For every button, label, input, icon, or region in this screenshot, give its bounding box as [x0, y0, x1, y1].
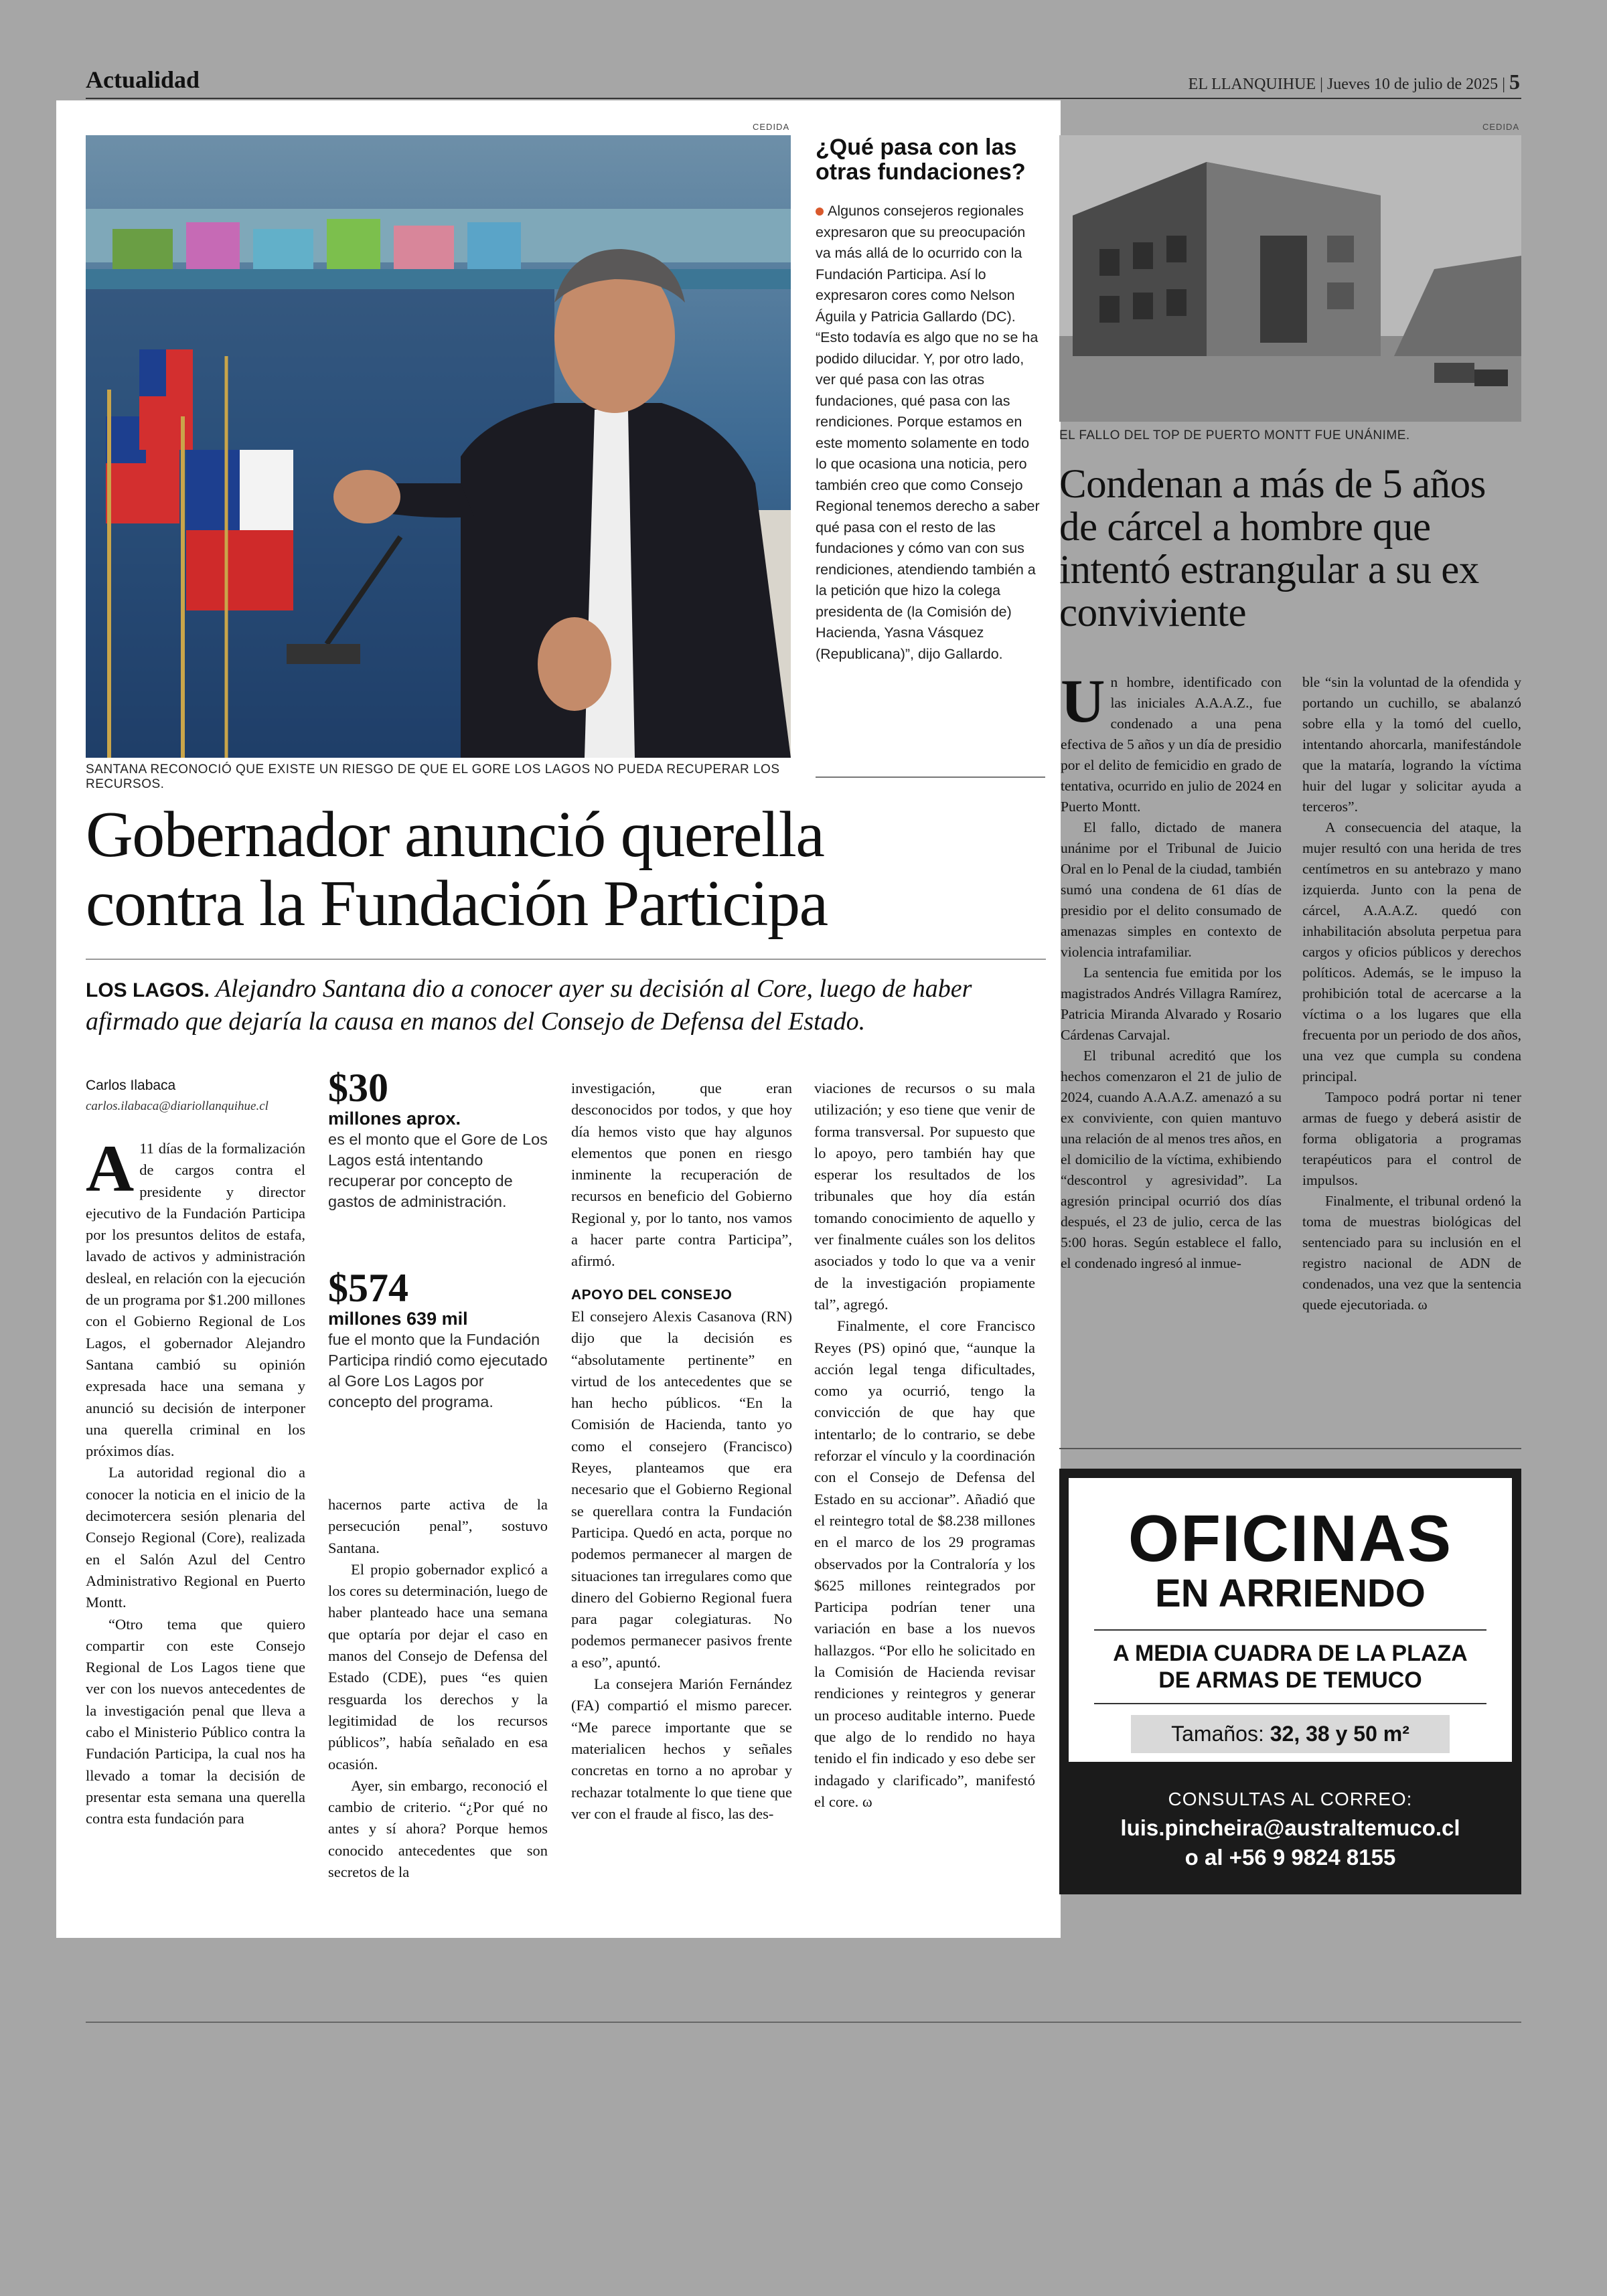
col3-paragraph-2: El consejero Alexis Casanova (RN) dijo que la decisión es “absolutamente pertinente” en virtud de los antecedentes que se han hecho públicos. “En la Comisión de Hacienda, tanto yo como el consejero (Francisco) Reyes, planteamos que era necesario que el Gobierno Regional se querellara contra la Fundación Participa. Quedó en acta, porque no podemos permanecer al margen de situaciones tan irregulares como que dinero del Gobierno Regional fuera para pagar colegiaturas. No podemos permanecer pasivos frente a eso”, apuntó.: [571, 1307, 792, 1671]
sidebar-title: ¿Qué pasa con las otras fundaciones?: [816, 135, 1026, 185]
column-4: [814, 1078, 1035, 1813]
fact1-amount: $30: [328, 1066, 388, 1110]
col3-paragraph-1: investigación, que eran desconocidos por todos, y que hoy día hemos visto que hay algunos elementos que ponen en riesgo inminente la recuperación de recursos en beneficio del Gobierno Regional y, por lo tanto, nos vamos a hacer parte contra Participa”, afirmó.: [571, 1080, 792, 1270]
right-a-paragraph-4: El tribunal acreditó que los hechos comenzaron el 21 de julio de 2024, cuando A.A.A.Z. amenazó a su ex conviviente, con quien mantuvo una relación de al menos tres años, en el domicilio de la víctima, exhibiendo “descontrol y agresividad”. La agresión principal ocurrió dos días después, el 23 de julio, cerca de las 5:00 horas. Según establece el fallo, el condenado ingresó al inmue-: [1061, 1048, 1282, 1271]
col1-paragraph-1: 11 días de la formalización de cargos contra el presidente y director ejecutivo de la Fundación Participa por los presuntos delitos de estafa, lavado de activos y administración desleal, en relación con la ejecución de un programa por $1.200 millones con el Gobierno Regional de Los Lagos, el gobernador Alejandro Santana cambió su opinión expresada hace una semana y anunció su decisión de interponer una querella criminal en los próximos días.: [86, 1140, 305, 1460]
sidebar-text: Algunos consejeros regionales expresaron que su preocupación va más allá de lo ocurrido con la Fundación Participa. Así lo expresaron cores como Nelson Águila y Patricia Gallardo (DC). “Esto todavía es algo que no se ha podido dilucidar. Y, por otro lado, ver qué pasa con las otras fundaciones, qué pasa con las rendiciones. Porque estamos en este momento solamente en todo lo que ocasiona una noticia, pero también creo que como Consejo Regional tenemos derecho a saber qué pasa con el resto de las fundaciones y cómo van con sus rendiciones, atendiendo también a la petición que hizo la colega presidenta de (la Comisión de) Hacienda, Yasna Vásquez (Republicana)”, dijo Gallardo.: [816, 203, 1040, 662]
right-headline: Condenan a más de 5 años de cárcel a hombre que intentó estrangular a su ex conviviente: [1059, 462, 1486, 635]
ad-contact-label: CONSULTAS AL CORREO:: [1168, 1789, 1413, 1809]
page-info: EL LLANQUIHUE | Jueves 10 de julio de 2025 | 5: [1188, 70, 1520, 94]
ad-subtitle-1: A MEDIA CUADRA DE LA PLAZA: [1113, 1641, 1468, 1666]
right-b-paragraph-3: Tampoco podrá portar ni tener armas de fuego y deberá asistir de forma obligatoria a programas terapéuticos para el control de impulsos.: [1302, 1089, 1521, 1188]
ad-divider: [1094, 1629, 1486, 1631]
ad-title-2: EN ARRIENDO: [1155, 1572, 1426, 1615]
author-email: carlos.ilabaca@diariollanquihue.cl: [86, 1099, 269, 1113]
main-headline: [86, 801, 1050, 938]
ad-sizes-box: [1131, 1715, 1450, 1753]
col3-paragraph-3: La consejera Marión Fernández (FA) compartió el mismo parecer. “Me parece importante que se materialicen hechos y señales concretas en torno a no aprobar y rechazar totalmente lo que tiene que ver con el fraude al fisco, las des-: [571, 1675, 792, 1822]
headline-line-2: contra la Fundación Participa: [86, 868, 828, 940]
column-2: [328, 1494, 548, 1883]
col4-paragraph-1: viaciones de recursos o su mala utilización; y eso tiene que venir de forma transversal. Por supuesto que lo apoyo, pero también hay que esperar los resultados de los tribunales que hoy día están tomando conocimiento de aquello y ver finalmente cuáles son los delitos asociados y todo lo que va a venir de la investigación propiamente tal”, agregó.: [814, 1080, 1035, 1313]
ad-email[interactable]: luis.pincheira@australtemuco.cl: [1120, 1815, 1460, 1840]
right-a-paragraph-2: El fallo, dictado de manera unánime por el Tribunal de Juicio Oral en lo Penal de la ciudad, también sumó una condena de 61 días de presidio por el delito consumado de amenazas simples en contexto de violencia intrafamiliar.: [1061, 819, 1282, 960]
photo-courthouse-building: [1059, 135, 1521, 422]
main-photo-credit: CEDIDA: [753, 122, 790, 132]
headline-line-1: Gobernador anunció querella: [86, 799, 824, 871]
col2-paragraph-1: hacernos parte activa de la persecución penal”, sostuvo Santana.: [328, 1496, 548, 1556]
ad-title-1: OFICINAS: [1128, 1501, 1453, 1575]
lead-paragraph: [86, 973, 1050, 1038]
col3-subhead: APOYO DEL CONSEJO: [571, 1287, 733, 1303]
lead-text: Alejandro Santana dio a conocer ayer su decisión al Core, luego de haber afirmado que dejaría la causa en manos del Consejo de Defensa del Estado.: [86, 975, 972, 1036]
issue-date: Jueves 10 de julio de 2025: [1326, 76, 1499, 93]
col1-paragraph-2: La autoridad regional dio a conocer la noticia en el inicio de la decimotercera sesión plenaria del Consejo Regional (Core), realizada en el Salón Azul del Centro Administrativo Regional en Puerto Montt.: [86, 1464, 305, 1611]
lead-location: LOS LAGOS.: [86, 979, 210, 1001]
ad-subtitle-2: DE ARMAS DE TEMUCO: [1158, 1667, 1422, 1693]
fact2-description: fue el monto que la Fundación Participa rindió como ejecutado al Gore Los Lagos por concepto del programa.: [328, 1331, 548, 1410]
end-mark-icon: ω: [862, 1793, 872, 1810]
main-dropcap: A: [86, 1131, 135, 1206]
ad-sizes-value: 32, 38 y 50 m²: [1270, 1722, 1409, 1746]
col1-paragraph-3: “Otro tema que quiero compartir con este Consejo Regional de Los Lagos tiene que ver con los nuevos antecedentes de la investigación penal que lleva a cabo el Ministerio Público contra la Fundación Participa, la cual nos ha llevado a tomar la decisión de presentar esta semana una querella contra esta fundación para: [86, 1615, 305, 1827]
column-1: [86, 1131, 305, 1830]
right-end-mark-icon: ω: [1418, 1297, 1428, 1313]
ad-divider-2: [1094, 1703, 1486, 1704]
col2-paragraph-2: El propio gobernador explicó a los cores su determinación, luego de haber planteado hace una semana que optaría por dejar el caso en manos del Consejo de Defensa del Estado (CDE), pues “es quien resguarda los derechos y la legitimidad de los recursos públicos”, había señalado en esa ocasión.: [328, 1560, 548, 1773]
footer-rule: [86, 2022, 1521, 2023]
fact-box-1: [328, 1067, 548, 1212]
page-number: 5: [1509, 70, 1520, 94]
author-name: Carlos Ilabaca: [86, 1078, 176, 1093]
right-photo-credit: CEDIDA: [1482, 122, 1520, 132]
right-b-paragraph-2: A consecuencia del ataque, la mujer resultó con una herida de tres centímetros en su antebrazo y mano izquierda. Junto con la pena de cárcel, A.A.A.Z. quedó con inhabilitación absoluta perpetua para cargos y oficios públicos y derechos políticos. Además, se le impuso la prohibición total de acercarse a la víctima o a los lugares que ella frecuenta por un periodo de dos años, una vez que cumpla su condena principal.: [1302, 819, 1521, 1084]
fact-box-2: [328, 1267, 548, 1412]
sidebar-rule: [816, 776, 1045, 778]
ad-sizes-label: Tamaños:: [1171, 1722, 1264, 1746]
right-column-a: [1061, 667, 1282, 1274]
bullet-icon: [816, 208, 824, 216]
right-photo: [1059, 135, 1521, 422]
newspaper-name: EL LLANQUIHUE: [1188, 76, 1316, 93]
office-rental-ad: [1059, 1469, 1521, 1894]
ad-white-box: [1069, 1478, 1512, 1762]
right-b-paragraph-1: ble “sin la voluntad de la ofendida y portando un cuchillo, se abalanzó sobre ella y la tomó del cuello, intentando ahorcarla, manifestándole que la mataría, logrando la víctima huir del lugar y solicitar ayuda a terceros”.: [1302, 674, 1521, 815]
fact1-description: es el monto que el Gore de Los Lagos está intentando recuperar por concepto de gastos de administración.: [328, 1131, 548, 1210]
right-column-b: [1302, 672, 1521, 1315]
right-a-paragraph-3: La sentencia fue emitida por los magistrados Andrés Villagra Ramírez, Patricia Miranda Alvarado y Rosario Cárdenas Carvajal.: [1061, 965, 1282, 1043]
ad-phone[interactable]: o al +56 9 9824 8155: [1184, 1845, 1396, 1870]
lead-rule: [86, 959, 1046, 960]
header-rule: [86, 98, 1521, 99]
col4-paragraph-2: Finalmente, el core Francisco Reyes (PS) opinó que, “aunque la acción legal tenga dificultades, como ya ocurrió, tengo la convicción de que hay que intentarlo; de lo contrario, se debe reforzar el vínculo y la coordinación con el Consejo de Defensa del Estado en su accionar”. Añadió que el reintegro total de $8.238 millones en el marco de los 29 programas observados por la Contraloría y los $625 millones reintegrados por Participa podrían tener una variación en base a los nuevos hallazgos. “Por ello he solicitado en la Comisión de Hacienda revisar rendiciones y reintegros y generar un proceso auditable interno. Puede que algo de lo rendido no haya tenido el fin indicado y eso debe ser indagado y clarificado”, manifestó el core. ω: [814, 1317, 1035, 1810]
main-photo: [86, 135, 791, 758]
ad-top-rule: [1059, 1448, 1521, 1449]
right-dropcap: U: [1061, 667, 1105, 735]
photo-governor-speaking: [86, 135, 791, 758]
fact2-unit: millones 639 mil: [328, 1309, 468, 1329]
right-a-paragraph-1: n hombre, identificado con las iniciales A.A.A.Z., fue condenado a una pena efectiva de 5 años y un día de presidio por el delito de femicidio en grado de tentativa, ocurrido en julio de 2024 en Puerto Montt.: [1061, 674, 1282, 815]
right-b-paragraph-4: Finalmente, el tribunal ordenó la toma de muestras biológicas del sentenciado para su inclusión en el registro nacional de ADN de condenados, una vez que la sentencia quede ejecutoriada. ω: [1302, 1193, 1521, 1313]
col2-paragraph-3: Ayer, sin embargo, reconoció el cambio de criterio. “¿Por qué no antes y sí ahora? Porque hemos conocido antecedentes que son secretos de la: [328, 1777, 548, 1881]
sidebar-body: [816, 201, 1043, 665]
section-label: Actualidad: [86, 66, 200, 93]
fact2-amount: $574: [328, 1266, 408, 1310]
right-photo-caption: EL FALLO DEL TOP DE PUERTO MONTT FUE UNÁNIME.: [1059, 428, 1410, 442]
main-photo-caption: SANTANA RECONOCIÓ QUE EXISTE UN RIESGO DE QUE EL GORE LOS LAGOS NO PUEDA RECUPERAR LOS RECURSOS.: [86, 762, 780, 791]
column-3: [571, 1078, 792, 1825]
fact1-unit: millones aprox.: [328, 1109, 461, 1129]
